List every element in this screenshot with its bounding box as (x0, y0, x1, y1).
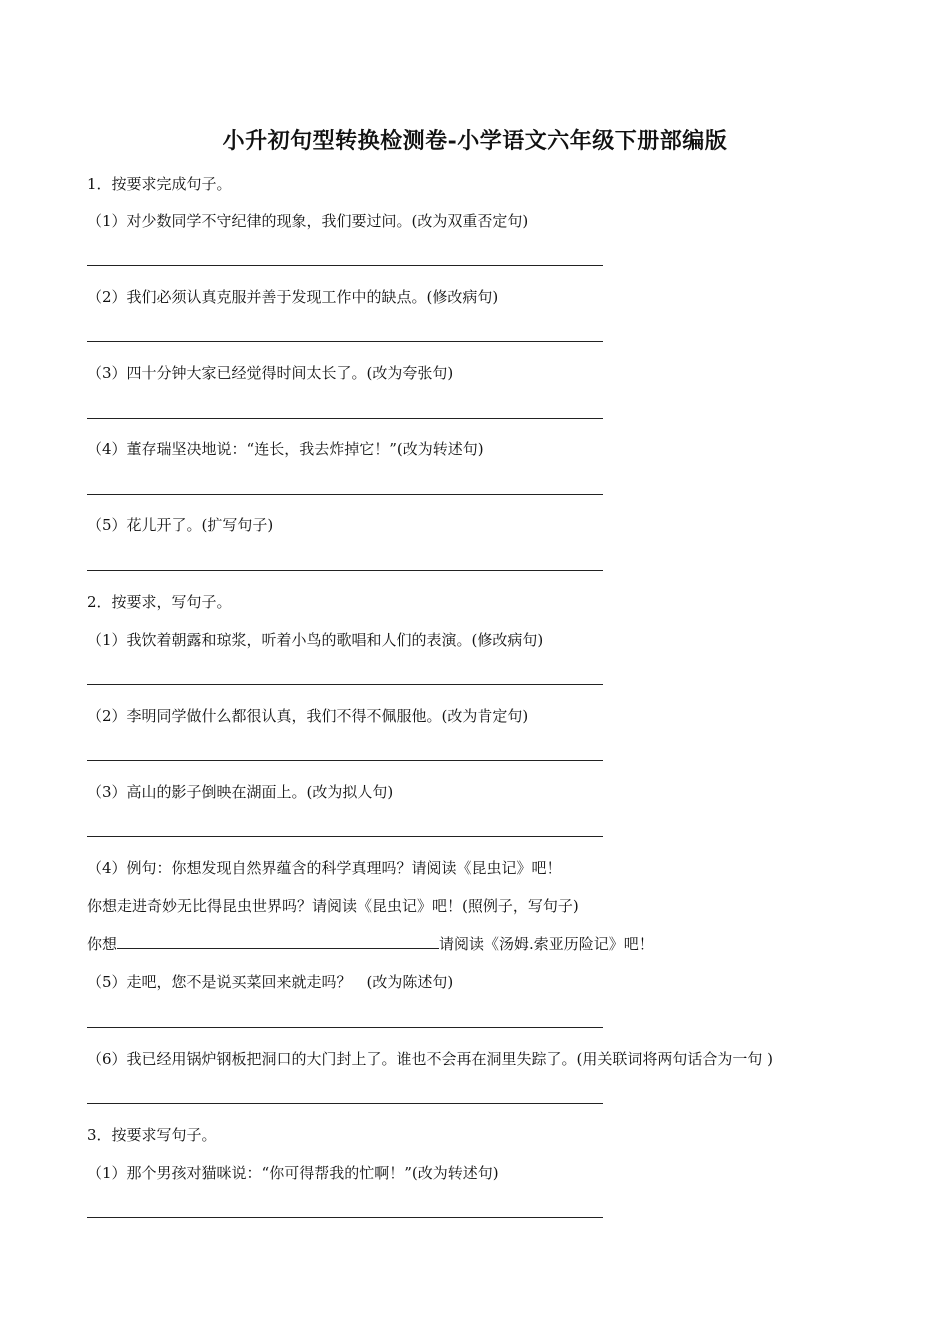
section-2-heading: 2．按要求，写句子。 (87, 593, 232, 611)
section-3-heading: 3．按要求写句子。 (87, 1126, 217, 1144)
question-2-4-example: （4）例句：你想发现自然界蕴含的科学真理吗？请阅读《昆虫记》吧！ (87, 859, 562, 877)
answer-line-3-1[interactable] (87, 1217, 603, 1218)
answer-line-1-5[interactable] (87, 570, 603, 571)
fill-suffix: 请阅读《汤姆.索亚历险记》吧！ (439, 935, 654, 953)
question-1-4: （4）董存瑞坚决地说：“连长，我去炸掉它！”(改为转述句) (87, 440, 484, 458)
question-2-4-sample: 你想走进奇妙无比得昆虫世界吗？请阅读《昆虫记》吧！(照例子，写句子) (87, 897, 579, 915)
question-1-2: （2）我们必须认真克服并善于发现工作中的缺点。(修改病句) (87, 288, 499, 306)
question-1-5: （5）花儿开了。(扩写句子) (87, 516, 274, 534)
answer-line-1-2[interactable] (87, 341, 603, 342)
fill-prefix: 你想 (87, 935, 118, 953)
answer-line-1-3[interactable] (87, 418, 603, 419)
answer-line-2-2[interactable] (87, 760, 603, 761)
question-2-4-fill (87, 934, 654, 954)
section-1-heading: 1．按要求完成句子。 (87, 175, 232, 193)
question-3-1: （1）那个男孩对猫咪说：“你可得帮我的忙啊！”(改为转述句) (87, 1164, 499, 1182)
answer-line-2-3[interactable] (87, 836, 603, 837)
question-2-5: （5）走吧，您不是说买菜回来就走吗？ (改为陈述句) (87, 973, 454, 991)
question-2-1: （1）我饮着朝露和琼浆，听着小鸟的歌唱和人们的表演。(修改病句) (87, 631, 544, 649)
page-title: 小升初句型转换检测卷-小学语文六年级下册部编版 (222, 128, 728, 154)
answer-line-2-5[interactable] (87, 1027, 603, 1028)
question-2-3: （3）高山的影子倒映在湖面上。(改为拟人句) (87, 783, 394, 801)
question-1-1: （1）对少数同学不守纪律的现象，我们要过问。(改为双重否定句) (87, 212, 529, 230)
question-2-2: （2）李明同学做什么都很认真，我们不得不佩服他。(改为肯定句) (87, 707, 529, 725)
answer-line-1-4[interactable] (87, 494, 603, 495)
fill-blank[interactable] (117, 934, 439, 949)
answer-line-2-1[interactable] (87, 684, 603, 685)
question-2-6: （6）我已经用锅炉钢板把洞口的大门封上了。谁也不会再在洞里失踪了。(用关联词将两句话合为一句 ) (87, 1050, 774, 1068)
answer-line-2-6[interactable] (87, 1103, 603, 1104)
question-1-3: （3）四十分钟大家已经觉得时间太长了。(改为夸张句) (87, 364, 454, 382)
answer-line-1-1[interactable] (87, 265, 603, 266)
